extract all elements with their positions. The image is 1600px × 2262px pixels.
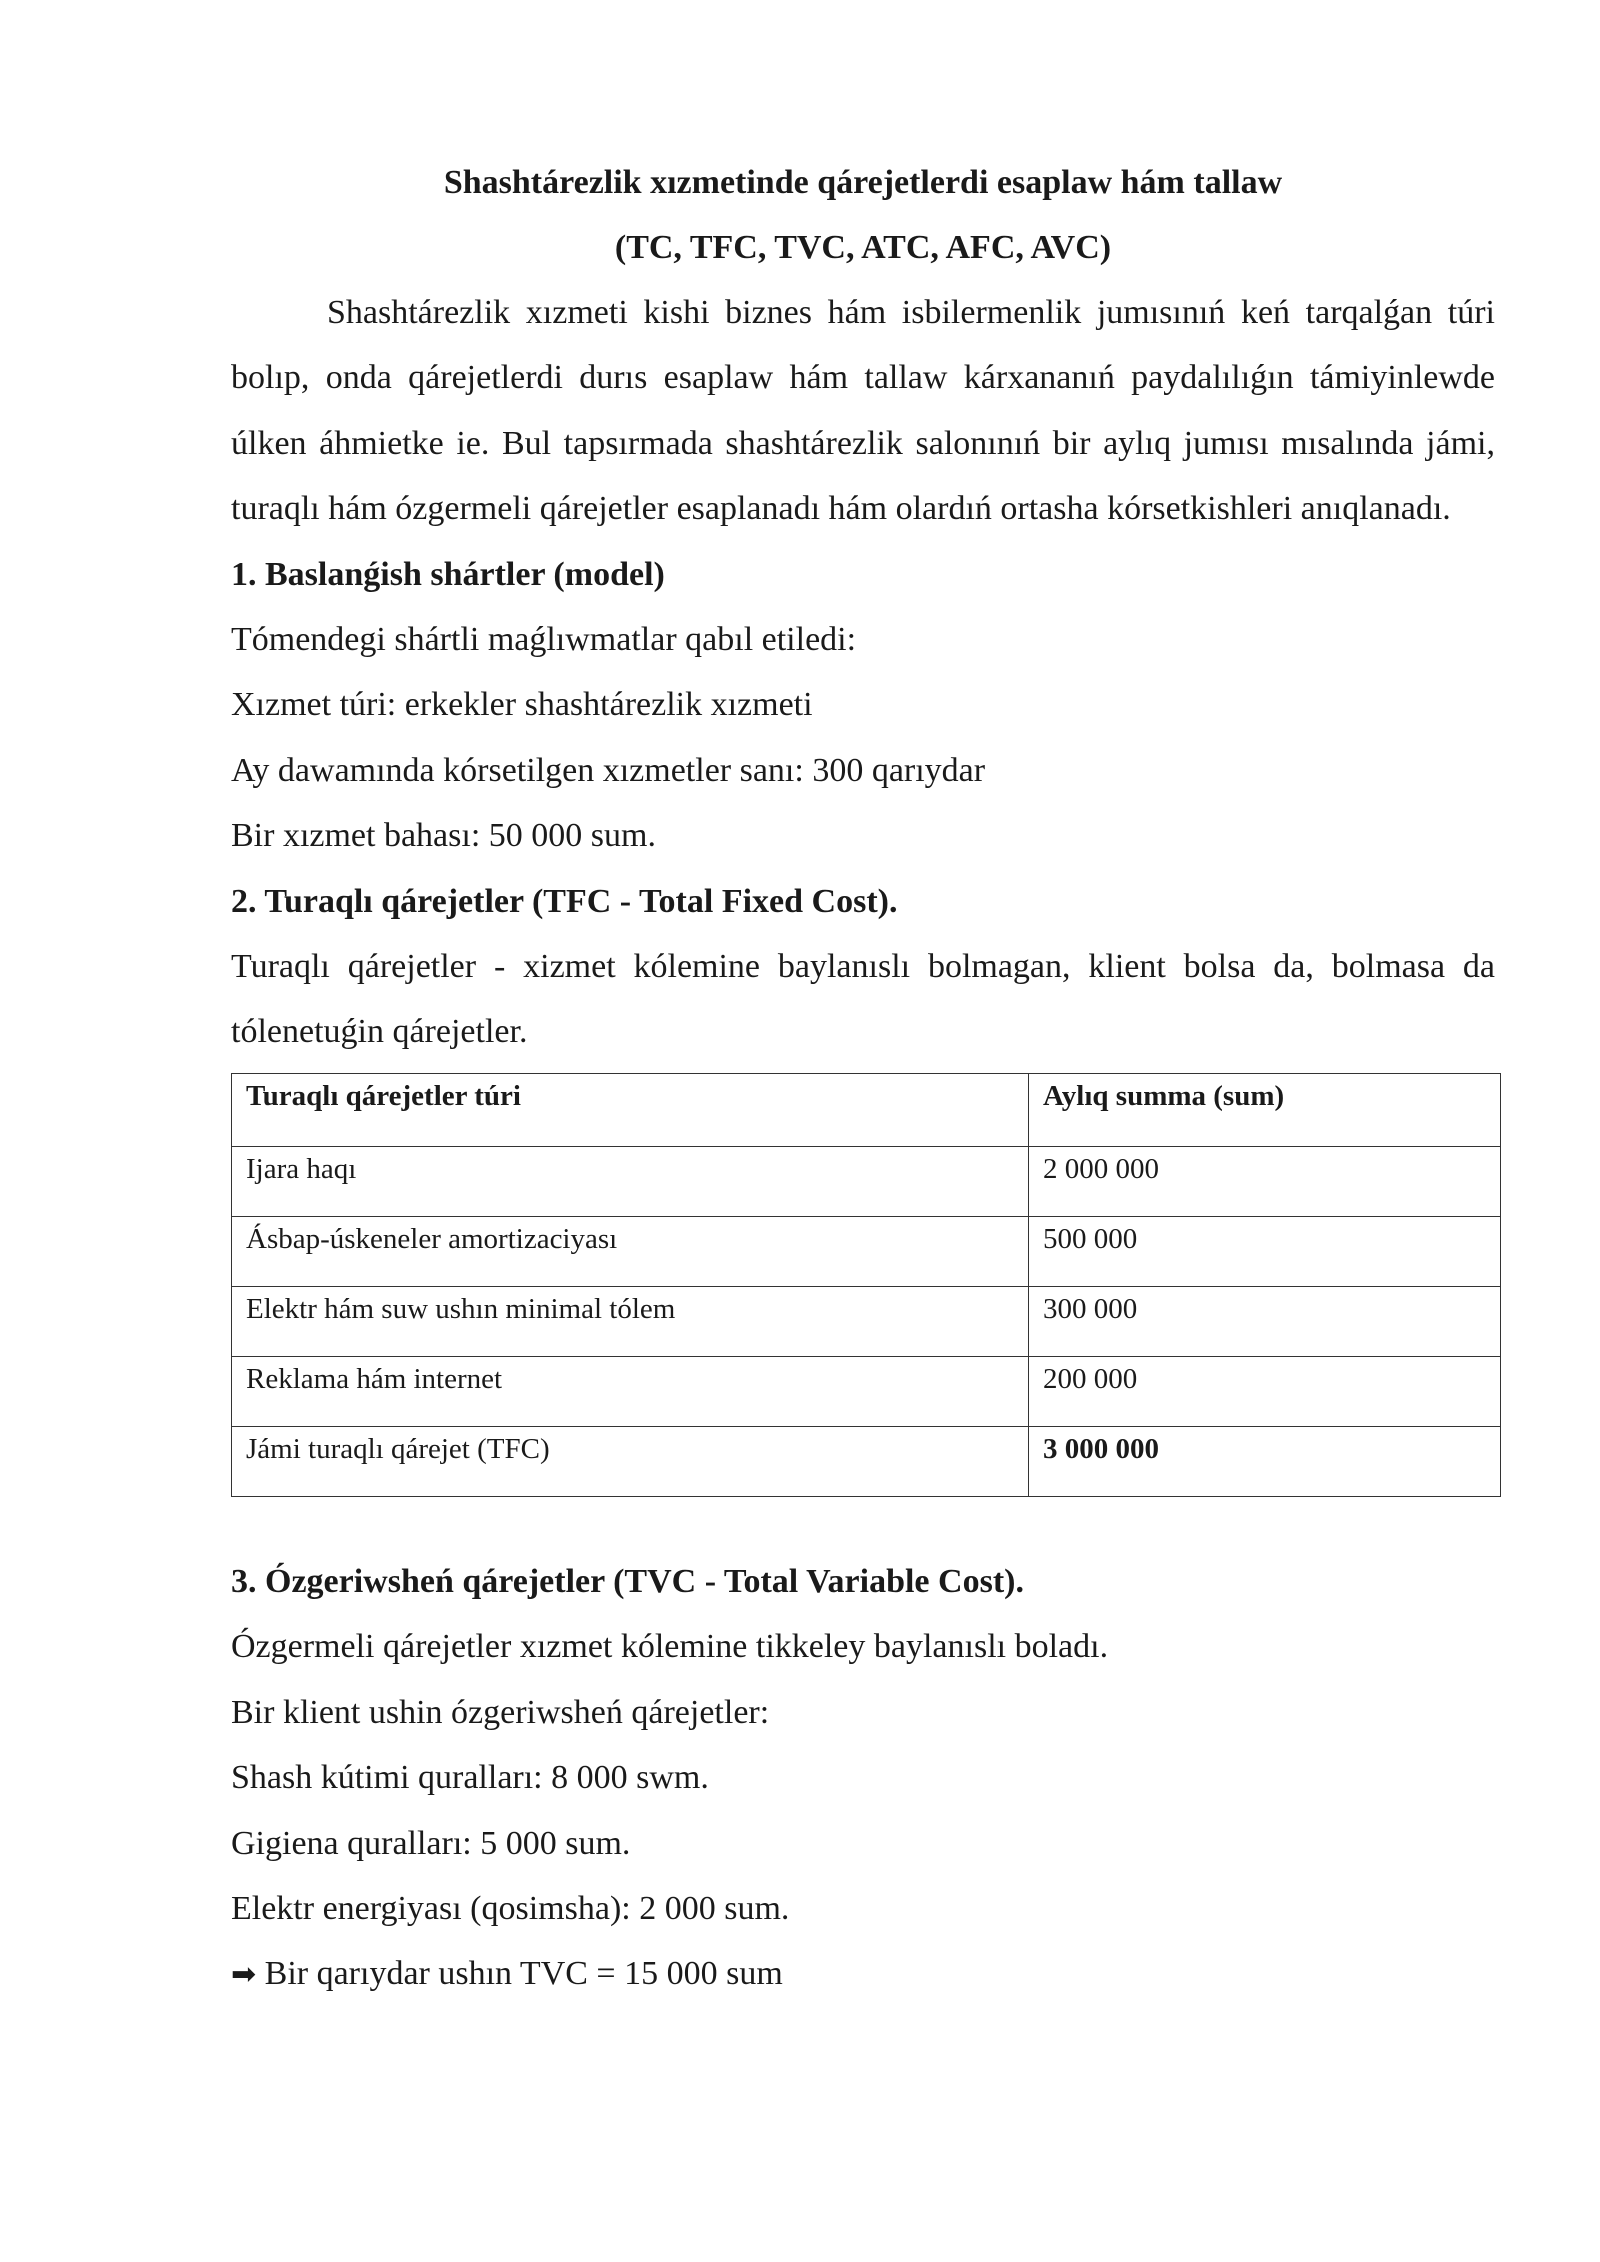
section3-heading: 3. Ózgeriwsheń qárejetler (TVC - Total Variable Cost).: [231, 1562, 1024, 1600]
table-cell: 500 000: [1029, 1216, 1501, 1286]
table-cell: 200 000: [1029, 1356, 1501, 1426]
table-cell: 300 000: [1029, 1286, 1501, 1356]
table-cell: Elektr hám suw ushın minimal tólem: [232, 1286, 1029, 1356]
section3-line: Gigiena quralları: 5 000 sum.: [231, 1824, 631, 1862]
table-header-row: [232, 1073, 1501, 1146]
table-row: [232, 1146, 1501, 1216]
section1-line: Xızmet túri: erkekler shashtárezlik xızmeti: [231, 686, 813, 724]
table-cell: Reklama hám internet: [232, 1356, 1029, 1426]
section3-result-text: Bir qarıydar ushın TVC = 15 000 sum: [264, 1955, 783, 1993]
table-row: [232, 1216, 1501, 1286]
section1-heading: 1. Baslanǵish shártler (model): [231, 555, 665, 593]
section3-line: Shash kútimi quralları: 8 000 swm.: [231, 1759, 709, 1797]
table-header-cell: Turaqlı qárejetler túri: [232, 1073, 1029, 1146]
table-row: [232, 1356, 1501, 1426]
table-row: [232, 1286, 1501, 1356]
table-cell: Ijara haqı: [232, 1146, 1029, 1216]
arrow-right-icon: ➡: [231, 1957, 257, 1993]
document-title-line2: (TC, TFC, TVC, ATC, AFC, AVC): [614, 229, 1112, 266]
intro-paragraph: Shashtárezlik xızmeti kishi biznes hám isbilermenlik jumısınıń keń tarqalǵan túri bolıp, onda qárejetlerdi durıs esaplaw hám tallaw kárxananıń paydalılıǵın támiyinlewde úlken áhmietke ie. Bul tapsırmada shashtárezlik salonınıń bir aylıq jumısı mısalında jámi, turaqlı hám ózgermeli qárejetler esaplanadı hám olardıń ortasha kórsetkishleri anıqlanadı.: [231, 294, 1495, 528]
table-total-row: [232, 1426, 1501, 1496]
table-cell: 2 000 000: [1029, 1146, 1501, 1216]
document-title-line1: Shashtárezlik xızmetinde qárejetlerdi esaplaw hám tallaw: [443, 164, 1283, 201]
section1-line: Tómendegi shártli maǵlıwmatlar qabıl etiledi:: [231, 621, 857, 659]
section3-result: [231, 1941, 1495, 2007]
table-cell: Jámi turaqlı qárejet (TFC): [232, 1426, 1029, 1496]
document-body: [231, 150, 1495, 2008]
section3-line: Bir klient ushin ózgeriwsheń qárejetler:: [231, 1693, 770, 1731]
table-total-value: 3 000 000: [1029, 1426, 1501, 1496]
section2-description: Turaqlı qárejetler - xizmet kólemine baylanıslı bolmagan, klient bolsa da, bolmasa da tólenetuǵin qárejetler.: [231, 948, 1495, 1051]
section1-line: Bir xızmet bahası: 50 000 sum.: [231, 817, 656, 855]
spacer: [231, 1497, 1495, 1549]
fixed-costs-table: [231, 1073, 1501, 1497]
section3-line: Elektr energiyası (qosimsha): 2 000 sum.: [231, 1889, 790, 1927]
table-cell: Ásbap-úskeneler amortizaciyası: [232, 1216, 1029, 1286]
section1-line: Ay dawamında kórsetilgen xızmetler sanı: 300 qarıydar: [231, 751, 986, 789]
section3-line: Ózgermeli qárejetler xızmet kólemine tikkeley baylanıslı boladı.: [231, 1628, 1109, 1666]
table-header-cell: Aylıq summa (sum): [1029, 1073, 1501, 1146]
section2-heading: 2. Turaqlı qárejetler (TFC - Total Fixed Cost).: [231, 882, 898, 920]
